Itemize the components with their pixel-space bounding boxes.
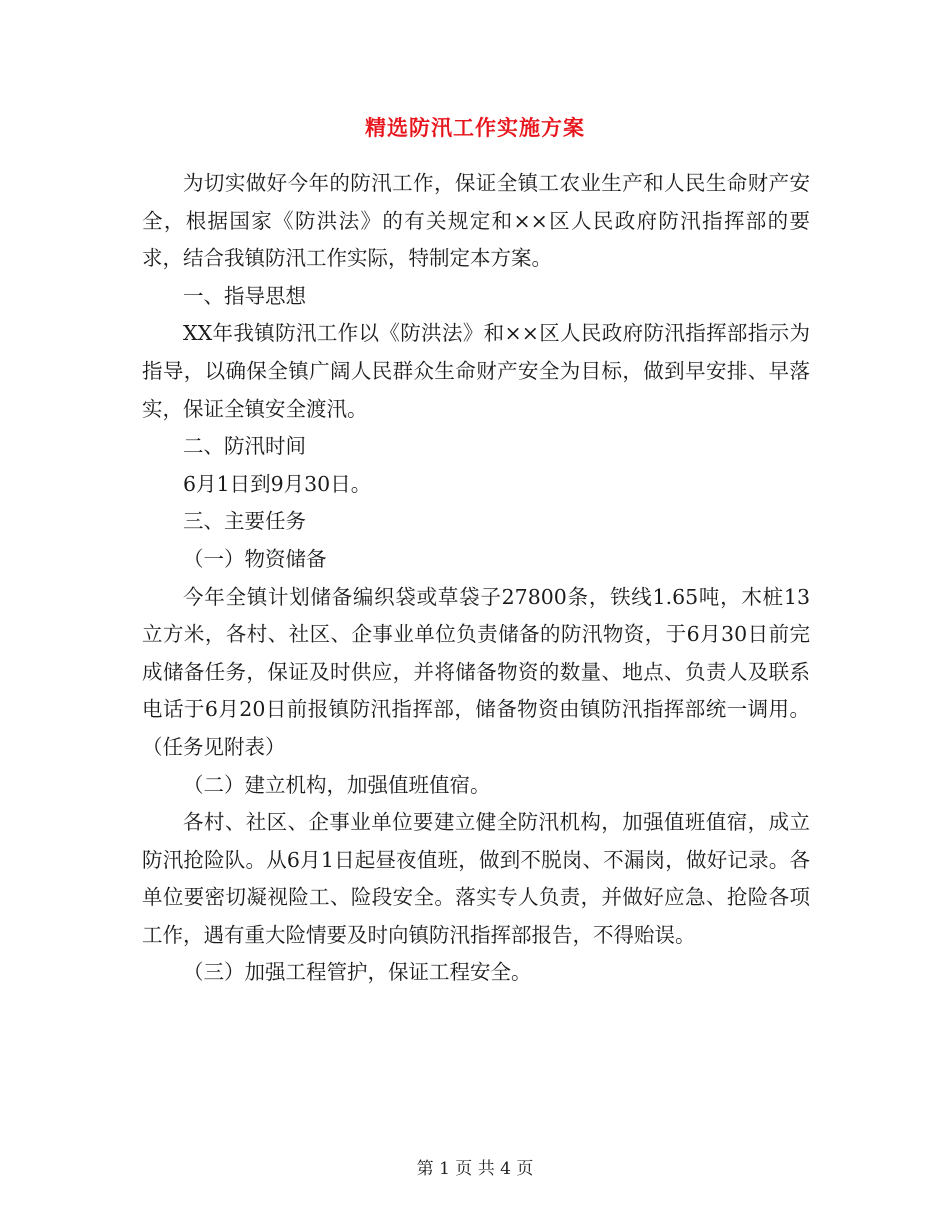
- document-body: [142, 165, 810, 992]
- document-title: 精选防汛工作实施方案: [365, 115, 585, 140]
- intro-paragraph: 为切实做好今年的防汛工作，保证全镇工农业生产和人民生命财产安全，根据国家《防洪法》的有关规定和××区人民政府防汛指挥部的要求，结合我镇防汛工作实际，特制定本方案。: [142, 171, 810, 271]
- materials-paragraph: 今年全镇计划储备编织袋或草袋子27800条，铁线1.65吨，木桩13立方米，各村、社区、企事业单位负责储备的防汛物资，于6月30日前完成储备任务，保证及时供应，并将储备物资的数量、地点、负责人及联系电话于6月20日前报镇防汛指挥部，储备物资由镇防汛指挥部统一调用。（任务见附表）: [142, 584, 810, 759]
- section-heading-main-tasks: 三、主要任务: [183, 509, 306, 534]
- section-heading-guiding-thought: 一、指导思想: [183, 283, 306, 308]
- guiding-thought-paragraph: XX年我镇防汛工作以《防洪法》和××区人民政府防汛指挥部指示为指导，以确保全镇广阔人民群众生命财产安全为目标，做到早安排、早落实，保证全镇安全渡汛。: [142, 321, 810, 421]
- organization-paragraph: 各村、社区、企事业单位要建立健全防汛机构，加强值班值宿，成立防汛抢险队。从6月1日起昼夜值班，做到不脱岗、不漏岗，做好记录。各单位要密切凝视险工、险段安全。落实专人负责，并做好应急、抢险各项工作，遇有重大险情要及时向镇防汛指挥部报告，不得贻误。: [142, 810, 810, 947]
- flood-period-paragraph: 6月1日到9月30日。: [183, 471, 372, 496]
- subsection-heading-materials: （一）物资储备: [183, 546, 327, 571]
- subsection-heading-organization: （二）建立机构，加强值班值宿。: [183, 772, 491, 797]
- section-heading-flood-period: 二、防汛时间: [183, 434, 306, 459]
- page-number-footer: 第 1 页 共 4 页: [416, 1159, 534, 1179]
- subsection-heading-engineering: （三）加强工程管护，保证工程安全。: [183, 960, 532, 985]
